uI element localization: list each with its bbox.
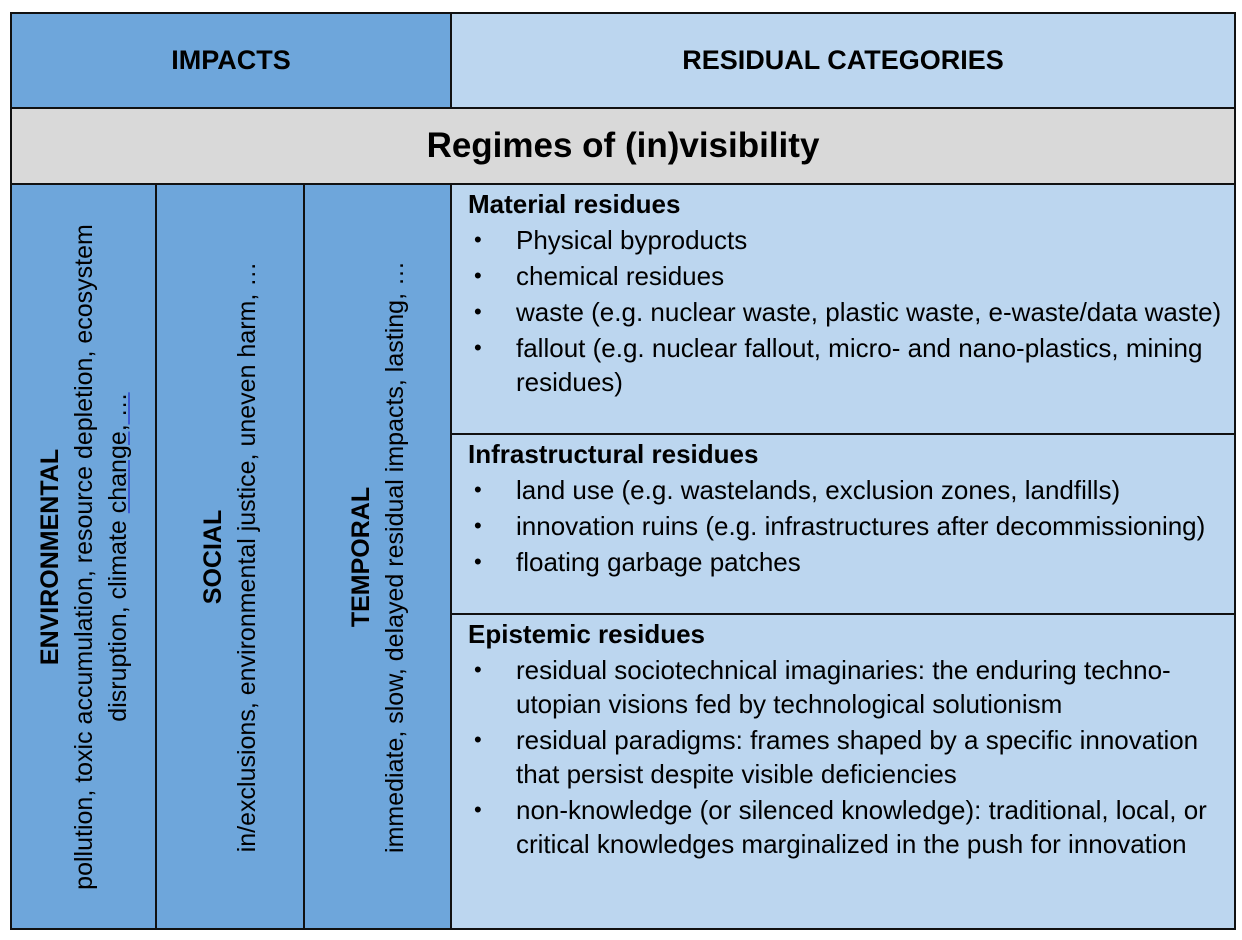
list-item: • non-knowledge (or silenced knowledge): traditional, local, or critical knowledges marginalized in the push for innovation <box>474 795 1207 859</box>
impacts-residuals-table <box>10 12 1236 930</box>
bullet-icon: • <box>474 263 482 288</box>
bullet-icon: • <box>474 549 482 574</box>
bullet-icon: • <box>474 335 482 360</box>
impacts-header <box>11 13 451 108</box>
residue-list <box>468 653 1222 861</box>
list-item: • residual paradigms: frames shaped by a specific innovation that persist despite visible deficiencies <box>474 725 1199 789</box>
impact-title: TEMPORAL <box>346 486 375 627</box>
list-item: • chemical residues <box>474 261 725 291</box>
underlined-text: change, … <box>103 391 132 513</box>
residual-categories-header <box>451 13 1235 108</box>
residual-section-infrastructural <box>452 435 1234 615</box>
impact-description: pollution, toxic accumulation, resource depletion, ecosystem disruption, climate change, … <box>69 223 132 890</box>
residual-categories-cell <box>451 184 1235 929</box>
bullet-icon: • <box>474 797 482 822</box>
residual-section-epistemic <box>452 615 1234 926</box>
impact-temporal <box>304 184 451 929</box>
list-item: • innovation ruins (e.g. infrastructures after decommissioning) <box>474 511 1206 541</box>
list-item: • land use (e.g. wastelands, exclusion zones, landfills) <box>474 475 1121 505</box>
residue-list <box>468 223 1222 399</box>
list-item: • floating garbage patches <box>474 547 801 577</box>
bullet-icon: • <box>474 477 482 502</box>
regimes-row <box>11 108 1235 184</box>
residue-list <box>468 473 1222 579</box>
section-title: Material residues <box>468 189 681 219</box>
residual-categories-header-label: RESIDUAL CATEGORIES <box>682 45 1004 75</box>
section-title: Epistemic residues <box>468 619 705 649</box>
list-item: • fallout (e.g. nuclear fallout, micro- and nano-plastics, mining residues) <box>474 333 1203 397</box>
list-item: • Physical byproducts <box>474 225 748 255</box>
list-item: • waste (e.g. nuclear waste, plastic waste, e-waste/data waste) <box>474 297 1222 327</box>
residual-section-material <box>452 185 1234 435</box>
impact-title: ENVIRONMENTAL <box>35 448 64 665</box>
impact-description: in/exclusions, environmental justice, uneven harm, … <box>233 261 261 852</box>
section-title: Infrastructural residues <box>468 439 759 469</box>
impact-social <box>156 184 304 929</box>
impacts-header-label: IMPACTS <box>171 45 291 75</box>
impact-title: SOCIAL <box>199 509 227 604</box>
bullet-icon: • <box>474 299 482 324</box>
bullet-icon: • <box>474 657 482 682</box>
regimes-title: Regimes of (in)visibility <box>426 126 820 165</box>
bullet-icon: • <box>474 727 482 752</box>
bullet-icon: • <box>474 513 482 538</box>
bullet-icon: • <box>474 227 482 252</box>
impact-environmental <box>11 184 156 929</box>
list-item: • residual sociotechnical imaginaries: the enduring techno-utopian visions fed by technological solutionism <box>474 655 1171 719</box>
impact-description: immediate, slow, delayed residual impacts, lasting, … <box>380 260 409 853</box>
